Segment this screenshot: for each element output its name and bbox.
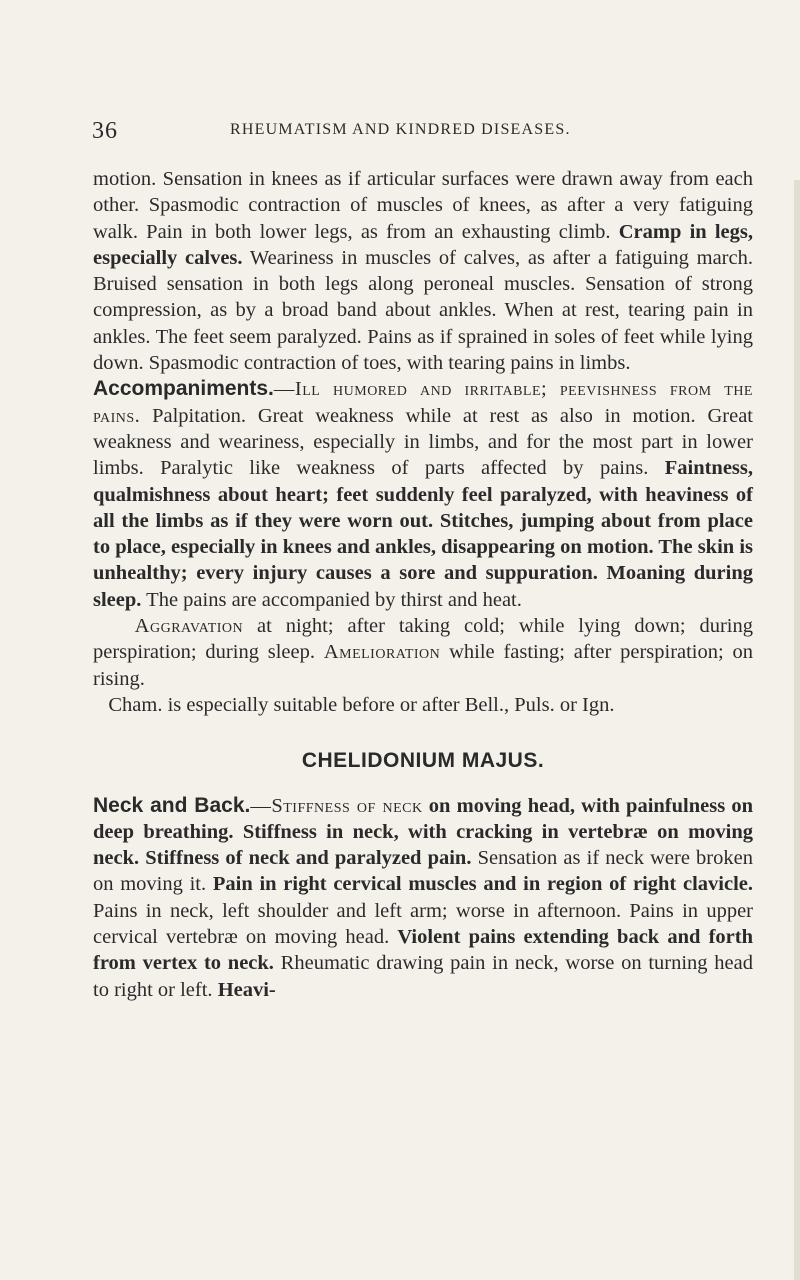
bold-span: on moving head, with painfulness on deep breathing. Stiffness in neck, with cracking in vertebræ on moving neck. Stiffness of neck and paralyzed pain. (93, 794, 754, 870)
smallcaps-span: —Ill humored and irritable; peevishness from the pains. (93, 378, 753, 427)
paragraph-cham (93, 692, 753, 718)
paragraph-limbs (93, 166, 753, 376)
bold-span: Heavi- (217, 978, 276, 1001)
smallcaps-span: Amelioration (323, 641, 441, 664)
text-span: Palpitation. Great weakness while at rest as also in motion. Great weakness and weariness, especially in limbs, and for the most part in lower limbs. Paralytic like weakness of parts affected by pains. (93, 404, 753, 480)
bold-span: Cramp in legs, especially calves. (93, 220, 754, 269)
text-span: while fasting; after perspiration; on rising. (93, 641, 754, 690)
page-body (93, 166, 753, 1003)
section-heading: Accompaniments. (93, 377, 274, 401)
running-title: RHEUMATISM AND KINDRED DISEASES. (230, 121, 571, 138)
page-header (92, 118, 742, 142)
text-span: Rheumatic drawing pain in neck, worse on turning head to right or left. (93, 952, 753, 1001)
smallcaps-span: Aggravation (134, 615, 244, 638)
text-span: motion. Sensation in knees as if articular surfaces were drawn away from each other. Spasmodic contraction of muscles of knees, as after a very fatiguing walk. Pain in both lower legs, as from an exhausting climb. (93, 168, 753, 243)
section-title: CHELIDONIUM MAJUS. (301, 749, 545, 773)
paragraph-neck-back (93, 793, 753, 1003)
bold-span: Violent pains extending back and forth from vertex to neck. (93, 926, 753, 975)
text-span: Sensation as if neck were broken on moving it. (93, 847, 753, 896)
paragraph-accompaniments (93, 376, 753, 613)
section-heading: Neck and Back. (93, 793, 251, 817)
text-span: Cham. is especially suitable before or after Bell., Puls. or Ign. (108, 693, 615, 716)
text-span: at night; after taking cold; while lying down; during perspiration; during sleep. (93, 615, 754, 664)
text-span: Weariness in muscles of calves, as after a fatiguing march. Bruised sensation in both legs along peroneal muscles. Sensation of strong compression, as by a broad band about ankles. When at rest, tearing pain in ankles. The feet seem paralyzed. Pains as if sprained in soles of feet while lying down. Spasmodic contraction of toes, with tearing pains in limbs. (93, 246, 753, 375)
text-span: Pains in neck, left shoulder and left arm; worse in afternoon. Pains in upper cervical vertebræ on moving head. (93, 899, 753, 949)
smallcaps-span: —Stiffness of neck (250, 794, 423, 817)
text-span: The pains are accompanied by thirst and heat. (146, 588, 522, 611)
bold-span: Faintness, qualmishness about heart; feet suddenly feel paralyzed, with heaviness of all the limbs as if they were worn out. Stitches, jumping about from place to place, especially in knees and ankles, disappearing on motion. The skin is unhealthy; every injury causes a sore and suppuration. Moaning during sleep. (93, 457, 754, 611)
page-number: 36 (92, 118, 118, 144)
paragraph-modalities (93, 613, 753, 692)
page-edge-shadow (794, 180, 800, 1280)
bold-span: Pain in right cervical muscles and in region of right clavicle. (212, 873, 753, 896)
